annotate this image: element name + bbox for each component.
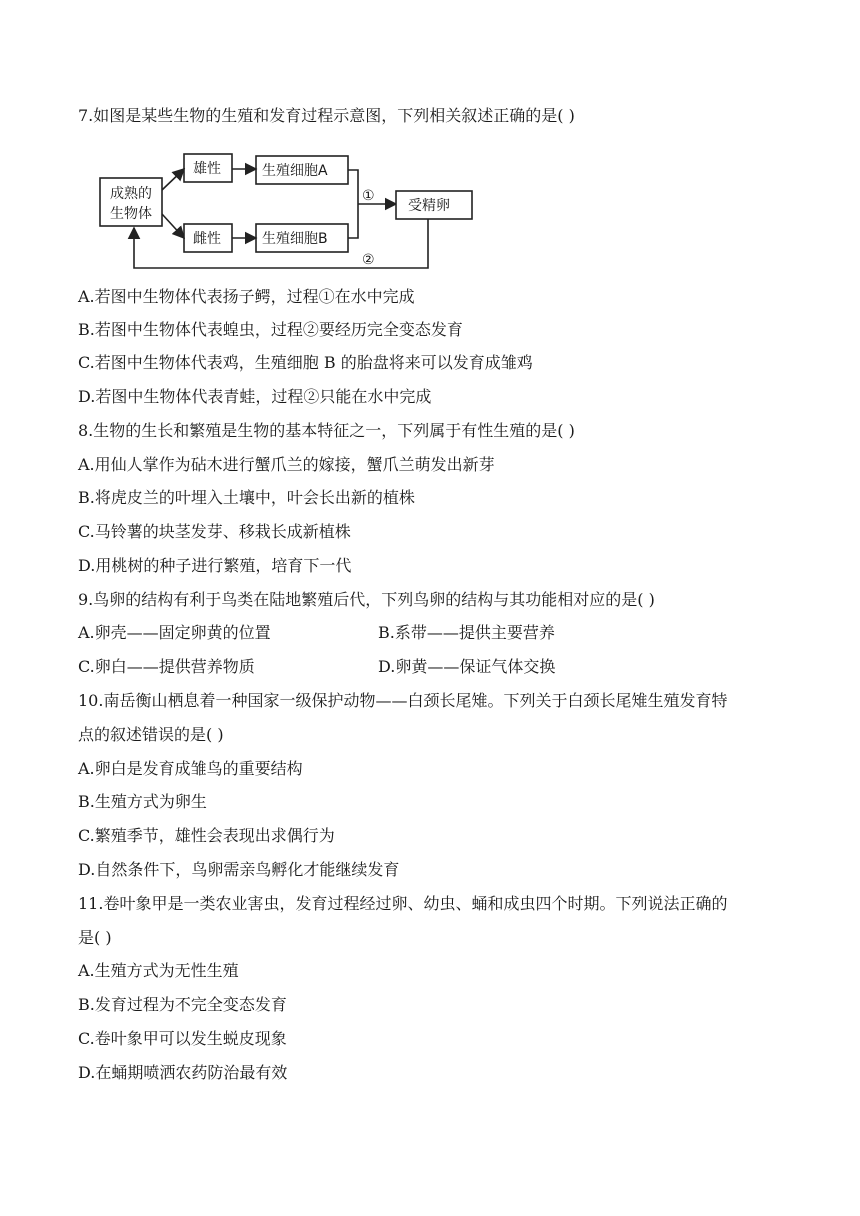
zygote-label: 受精卵 (408, 198, 450, 214)
q7-option-a: A.若图中生物体代表扬子鳄，过程①在水中完成 (78, 287, 415, 306)
q9-option-a: A.卵壳——固定卵黄的位置 (78, 623, 271, 642)
q7-option-c: C.若图中生物体代表鸡，生殖细胞 B 的胎盘将来可以发育成雏鸡 (78, 353, 533, 372)
arrow-organism-female (162, 214, 184, 238)
q10-option-b: B.生殖方式为卵生 (78, 792, 207, 811)
q10-option-d: D.自然条件下，鸟卵需亲鸟孵化才能继续发育 (78, 860, 400, 879)
q8-option-c: C.马铃薯的块茎发芽、移栽长成新植株 (78, 522, 351, 541)
organism-label-line2: 生物体 (110, 206, 152, 222)
q11-stem-line2: 是( ) (78, 928, 112, 947)
step-2-label: ② (362, 252, 375, 268)
q10-option-a: A.卵白是发育成雏鸟的重要结构 (78, 759, 303, 778)
q11-option-a: A.生殖方式为无性生殖 (78, 961, 239, 980)
q10-option-c: C.繁殖季节，雄性会表现出求偶行为 (78, 826, 335, 845)
q10-stem-line2: 点的叙述错误的是( ) (78, 725, 224, 744)
q9-option-c: C.卵白——提供营养物质 (78, 657, 255, 676)
arrow-organism-male (162, 169, 184, 190)
cell-b-label: 生殖细胞B (262, 231, 328, 247)
reproduction-process-diagram (96, 142, 482, 274)
cell-a-label: 生殖细胞A (262, 163, 328, 179)
q9-option-b: B.系带——提供主要营养 (378, 623, 555, 642)
organism-label-line1: 成熟的 (110, 186, 152, 202)
q11-option-d: D.在蛹期喷洒农药防治最有效 (78, 1063, 288, 1082)
step-1-label: ① (362, 188, 375, 204)
q9-stem: 9.鸟卵的结构有利于鸟类在陆地繁殖后代，下列鸟卵的结构与其功能相对应的是( ) (78, 590, 655, 609)
q11-stem-line1: 11.卷叶象甲是一类农业害虫，发育过程经过卵、幼虫、蛹和成虫四个时期。下列说法正确的 (78, 894, 728, 913)
q7-option-d: D.若图中生物体代表青蛙，过程②只能在水中完成 (78, 387, 432, 406)
q11-option-b: B.发育过程为不完全变态发育 (78, 995, 287, 1014)
q8-option-d: D.用桃树的种子进行繁殖，培育下一代 (78, 556, 352, 575)
q8-stem: 8.生物的生长和繁殖是生物的基本特征之一，下列属于有性生殖的是( ) (78, 421, 575, 440)
q8-option-a: A.用仙人掌作为砧木进行蟹爪兰的嫁接，蟹爪兰萌发出新芽 (78, 455, 495, 474)
q11-option-c: C.卷叶象甲可以发生蜕皮现象 (78, 1029, 287, 1048)
q7-stem: 7.如图是某些生物的生殖和发育过程示意图，下列相关叙述正确的是( ) (78, 106, 575, 125)
q10-stem-line1: 10.南岳衡山栖息着一种国家一级保护动物——白颈长尾雉。下列关于白颈长尾雉生殖发育特 (78, 691, 728, 710)
cell-a-connector (348, 170, 358, 238)
female-label: 雌性 (193, 231, 221, 247)
male-label: 雄性 (193, 161, 221, 177)
q8-option-b: B.将虎皮兰的叶埋入土壤中，叶会长出新的植株 (78, 488, 415, 507)
q7-option-b: B.若图中生物体代表蝗虫，过程②要经历完全变态发育 (78, 320, 463, 339)
q9-option-d: D.卵黄——保证气体交换 (378, 657, 556, 676)
